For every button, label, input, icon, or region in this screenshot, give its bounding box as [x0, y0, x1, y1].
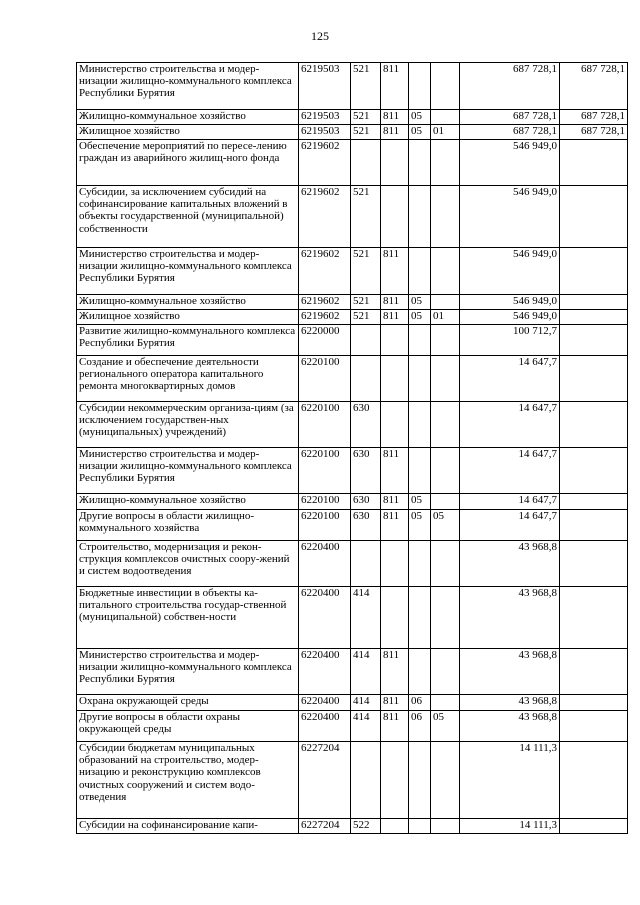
cell-vr: 630 [351, 402, 381, 448]
cell-vr [351, 742, 381, 819]
cell-name: Министерство строительства и модер-низации жилищно-коммунального комплекса Республики Бурятия [77, 649, 299, 695]
cell-name: Министерство строительства и модер-низации жилищно-коммунального комплекса Республики Бурятия [77, 248, 299, 295]
cell-grbs: 811 [381, 248, 409, 295]
cell-vr: 414 [351, 711, 381, 742]
cell-pr [431, 110, 460, 125]
cell-sum-2 [560, 140, 628, 186]
cell-csr: 6220100 [299, 402, 351, 448]
cell-name: Субсидии, за исключением субсидий на софинансирование капитальных вложений в объекты государственной (муниципальной) собственности [77, 186, 299, 248]
cell-sum-1: 43 968,8 [460, 541, 560, 587]
cell-grbs [381, 140, 409, 186]
cell-grbs: 811 [381, 510, 409, 541]
table-row [77, 587, 628, 649]
cell-grbs: 811 [381, 310, 409, 325]
table-row [77, 310, 628, 325]
cell-rz [409, 140, 431, 186]
cell-name: Строительство, модернизация и рекон-струкция комплексов очистных соору-жений и систем водоотведения [77, 541, 299, 587]
cell-csr: 6220400 [299, 695, 351, 711]
cell-csr: 6220400 [299, 541, 351, 587]
cell-sum-2: 687 728,1 [560, 63, 628, 110]
table-row [77, 248, 628, 295]
table-row [77, 819, 628, 834]
cell-pr: 01 [431, 310, 460, 325]
cell-sum-2 [560, 402, 628, 448]
cell-name: Субсидии бюджетам муниципальных образований на строительство, модер-низацию и реконструкцию комплексов очистных сооружений и систем водо-отведения [77, 742, 299, 819]
cell-vr: 522 [351, 819, 381, 834]
cell-sum-2 [560, 356, 628, 402]
cell-csr: 6219503 [299, 125, 351, 140]
table-row [77, 125, 628, 140]
cell-grbs: 811 [381, 295, 409, 310]
cell-pr [431, 63, 460, 110]
cell-vr: 630 [351, 510, 381, 541]
cell-sum-2 [560, 448, 628, 494]
cell-pr [431, 695, 460, 711]
table-row [77, 186, 628, 248]
cell-sum-1: 14 647,7 [460, 448, 560, 494]
cell-sum-1: 546 949,0 [460, 248, 560, 295]
cell-name: Бюджетные инвестиции в объекты ка-питального строительства государ-ственной (муниципальной) собствен-ности [77, 587, 299, 649]
cell-grbs: 811 [381, 448, 409, 494]
cell-vr [351, 356, 381, 402]
table-row [77, 325, 628, 356]
cell-vr [351, 325, 381, 356]
cell-pr [431, 448, 460, 494]
cell-sum-1: 43 968,8 [460, 711, 560, 742]
cell-name: Субсидии некоммерческим организа-циям (за исключением государствен-ных (муниципальных) учреждений) [77, 402, 299, 448]
cell-pr [431, 295, 460, 310]
table-row [77, 448, 628, 494]
cell-pr [431, 494, 460, 510]
cell-name: Жилищно-коммунальное хозяйство [77, 110, 299, 125]
cell-vr: 521 [351, 248, 381, 295]
cell-name: Жилищное хозяйство [77, 310, 299, 325]
cell-grbs [381, 541, 409, 587]
cell-grbs [381, 402, 409, 448]
cell-rz [409, 819, 431, 834]
cell-grbs [381, 186, 409, 248]
cell-rz [409, 325, 431, 356]
table-row [77, 742, 628, 819]
table-row [77, 63, 628, 110]
cell-csr: 6220100 [299, 494, 351, 510]
cell-sum-2 [560, 541, 628, 587]
cell-grbs [381, 356, 409, 402]
cell-csr: 6220000 [299, 325, 351, 356]
cell-sum-2 [560, 494, 628, 510]
cell-csr: 6219602 [299, 248, 351, 295]
cell-rz: 06 [409, 695, 431, 711]
cell-csr: 6219602 [299, 140, 351, 186]
cell-sum-1: 14 111,3 [460, 742, 560, 819]
cell-pr [431, 325, 460, 356]
cell-sum-2 [560, 325, 628, 356]
cell-vr: 630 [351, 494, 381, 510]
cell-name: Министерство строительства и модер-низации жилищно-коммунального комплекса Республики Бурятия [77, 63, 299, 110]
cell-pr [431, 742, 460, 819]
cell-csr: 6219503 [299, 110, 351, 125]
table-row [77, 110, 628, 125]
cell-rz [409, 541, 431, 587]
cell-grbs [381, 742, 409, 819]
cell-pr [431, 541, 460, 587]
cell-sum-2: 687 728,1 [560, 110, 628, 125]
cell-grbs: 811 [381, 695, 409, 711]
page-number: 125 [311, 29, 329, 43]
cell-name: Жилищное хозяйство [77, 125, 299, 140]
cell-rz: 05 [409, 110, 431, 125]
cell-pr: 05 [431, 510, 460, 541]
cell-csr: 6219503 [299, 63, 351, 110]
cell-pr [431, 140, 460, 186]
cell-csr: 6227204 [299, 742, 351, 819]
cell-sum-1: 43 968,8 [460, 649, 560, 695]
cell-sum-1: 687 728,1 [460, 110, 560, 125]
cell-grbs [381, 325, 409, 356]
cell-sum-1: 546 949,0 [460, 140, 560, 186]
cell-grbs [381, 819, 409, 834]
cell-rz [409, 649, 431, 695]
table-body [77, 63, 628, 834]
cell-vr: 521 [351, 110, 381, 125]
cell-grbs: 811 [381, 494, 409, 510]
table-row [77, 356, 628, 402]
cell-name: Жилищно-коммунальное хозяйство [77, 494, 299, 510]
cell-pr [431, 186, 460, 248]
cell-pr [431, 248, 460, 295]
cell-sum-2 [560, 587, 628, 649]
cell-rz [409, 587, 431, 649]
cell-name: Охрана окружающей среды [77, 695, 299, 711]
cell-pr [431, 356, 460, 402]
cell-grbs [381, 587, 409, 649]
cell-pr [431, 587, 460, 649]
cell-vr: 521 [351, 310, 381, 325]
cell-sum-1: 43 968,8 [460, 587, 560, 649]
cell-pr: 05 [431, 711, 460, 742]
cell-vr: 414 [351, 695, 381, 711]
cell-sum-1: 546 949,0 [460, 295, 560, 310]
cell-csr: 6220400 [299, 649, 351, 695]
table-row [77, 295, 628, 310]
cell-sum-2 [560, 695, 628, 711]
cell-rz [409, 356, 431, 402]
cell-name: Субсидии на софинансирование капи- [77, 819, 299, 834]
cell-csr: 6220100 [299, 356, 351, 402]
table-row [77, 510, 628, 541]
cell-rz [409, 402, 431, 448]
cell-rz: 05 [409, 310, 431, 325]
cell-grbs: 811 [381, 63, 409, 110]
cell-csr: 6227204 [299, 819, 351, 834]
cell-sum-1: 687 728,1 [460, 63, 560, 110]
cell-csr: 6219602 [299, 295, 351, 310]
cell-vr: 414 [351, 649, 381, 695]
cell-name: Министерство строительства и модер-низации жилищно-коммунального комплекса Республики Бурятия [77, 448, 299, 494]
cell-csr: 6220100 [299, 510, 351, 541]
table-row [77, 140, 628, 186]
table-row [77, 695, 628, 711]
cell-sum-2 [560, 310, 628, 325]
cell-rz: 05 [409, 295, 431, 310]
cell-rz [409, 186, 431, 248]
budget-table [76, 62, 628, 834]
cell-sum-2 [560, 711, 628, 742]
cell-vr: 414 [351, 587, 381, 649]
cell-sum-1: 100 712,7 [460, 325, 560, 356]
cell-sum-2 [560, 186, 628, 248]
cell-sum-2 [560, 649, 628, 695]
cell-vr: 630 [351, 448, 381, 494]
cell-name: Другие вопросы в области охраны окружающей среды [77, 711, 299, 742]
cell-rz [409, 448, 431, 494]
cell-rz: 05 [409, 125, 431, 140]
cell-csr: 6220100 [299, 448, 351, 494]
cell-sum-1: 43 968,8 [460, 695, 560, 711]
cell-grbs: 811 [381, 110, 409, 125]
table-row [77, 541, 628, 587]
cell-sum-2 [560, 295, 628, 310]
cell-name: Развитие жилищно-коммунального комплекса Республики Бурятия [77, 325, 299, 356]
cell-name: Обеспечение мероприятий по пересе-лению граждан из аварийного жилищ-ного фонда [77, 140, 299, 186]
cell-csr: 6219602 [299, 186, 351, 248]
cell-sum-1: 14 647,7 [460, 402, 560, 448]
cell-grbs: 811 [381, 125, 409, 140]
cell-sum-1: 14 647,7 [460, 356, 560, 402]
cell-grbs: 811 [381, 649, 409, 695]
cell-csr: 6219602 [299, 310, 351, 325]
cell-vr: 521 [351, 63, 381, 110]
cell-name: Другие вопросы в области жилищно-коммунального хозяйства [77, 510, 299, 541]
cell-sum-2: 687 728,1 [560, 125, 628, 140]
cell-sum-1: 687 728,1 [460, 125, 560, 140]
cell-csr: 6220400 [299, 587, 351, 649]
cell-vr: 521 [351, 295, 381, 310]
cell-rz: 05 [409, 494, 431, 510]
cell-vr [351, 541, 381, 587]
cell-csr: 6220400 [299, 711, 351, 742]
cell-vr [351, 140, 381, 186]
cell-rz: 06 [409, 711, 431, 742]
cell-sum-1: 14 647,7 [460, 494, 560, 510]
cell-name: Создание и обеспечение деятельности регионального оператора капитального ремонта многоквартирных домов [77, 356, 299, 402]
cell-pr [431, 402, 460, 448]
cell-rz [409, 248, 431, 295]
cell-rz: 05 [409, 510, 431, 541]
cell-sum-2 [560, 742, 628, 819]
cell-sum-2 [560, 510, 628, 541]
cell-pr [431, 649, 460, 695]
cell-rz [409, 63, 431, 110]
cell-name: Жилищно-коммунальное хозяйство [77, 295, 299, 310]
table-row [77, 711, 628, 742]
cell-pr: 01 [431, 125, 460, 140]
cell-sum-1: 546 949,0 [460, 310, 560, 325]
cell-sum-1: 546 949,0 [460, 186, 560, 248]
cell-sum-1: 14 647,7 [460, 510, 560, 541]
cell-vr: 521 [351, 125, 381, 140]
cell-sum-2 [560, 248, 628, 295]
cell-sum-2 [560, 819, 628, 834]
table-row [77, 402, 628, 448]
cell-sum-1: 14 111,3 [460, 819, 560, 834]
table-row [77, 649, 628, 695]
cell-rz [409, 742, 431, 819]
cell-grbs: 811 [381, 711, 409, 742]
cell-pr [431, 819, 460, 834]
cell-vr: 521 [351, 186, 381, 248]
table-row [77, 494, 628, 510]
